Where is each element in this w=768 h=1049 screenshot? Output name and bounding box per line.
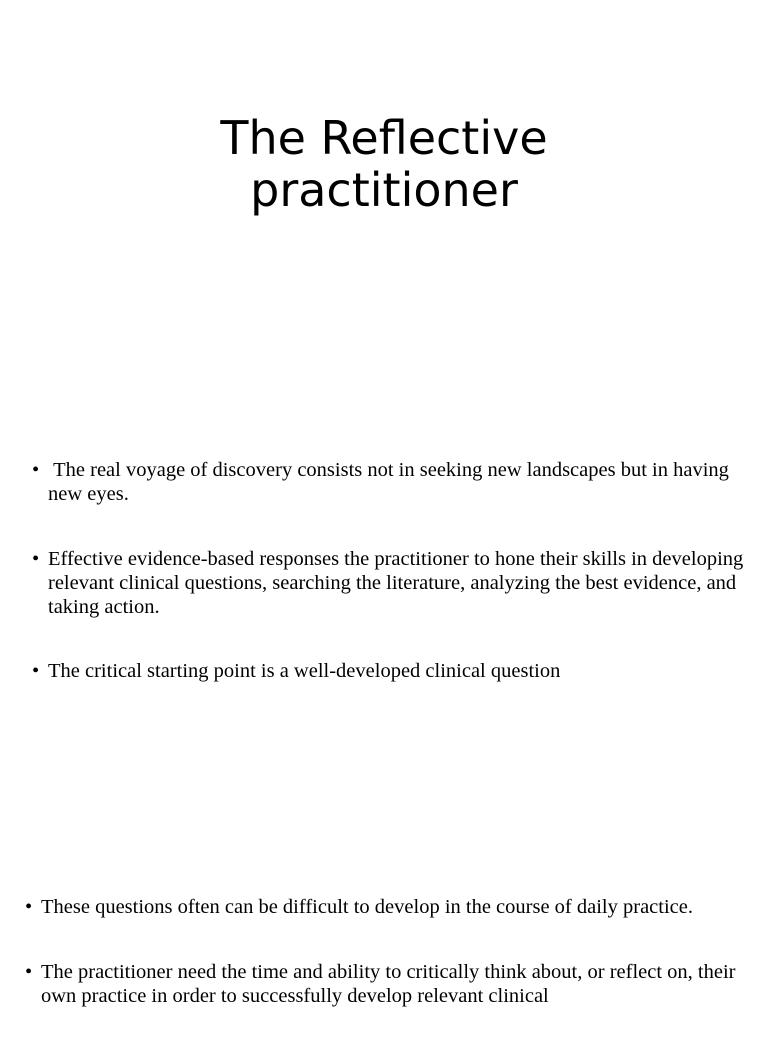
bullet-item (32, 458, 748, 506)
bullet-text: The practitioner need the time and ability to critically think about, or reflect on, their own practice in order to successfully develop relevant clinical (41, 961, 736, 1007)
bullet-item (25, 895, 741, 919)
bullet-dot-icon: • (32, 459, 40, 481)
bullet-item (32, 547, 748, 619)
bullet-text: Effective evidence-based responses the practitioner to hone their skills in developing relevant clinical questions, searching the literature, analyzing the best evidence, and taking action. (48, 548, 744, 618)
bullet-text: The real voyage of discovery consists not in seeking new landscapes but in having new eyes. (48, 459, 735, 505)
title-line-1: The Reflective (220, 111, 548, 165)
bullet-list (25, 895, 741, 1049)
title-line-2: practitioner (250, 163, 518, 217)
bullet-dot-icon: • (32, 660, 40, 682)
bullet-item (25, 960, 741, 1008)
bullet-text: The critical starting point is a well-developed clinical question (48, 660, 561, 682)
bullet-text: These questions often can be difficult to develop in the course of daily practice. (41, 896, 693, 918)
bullet-item (32, 659, 748, 683)
bullet-list (32, 458, 748, 723)
bullet-dot-icon: • (32, 548, 40, 570)
slide-title (0, 112, 768, 216)
bullet-dot-icon: • (25, 896, 33, 918)
bullet-dot-icon: • (25, 961, 33, 983)
